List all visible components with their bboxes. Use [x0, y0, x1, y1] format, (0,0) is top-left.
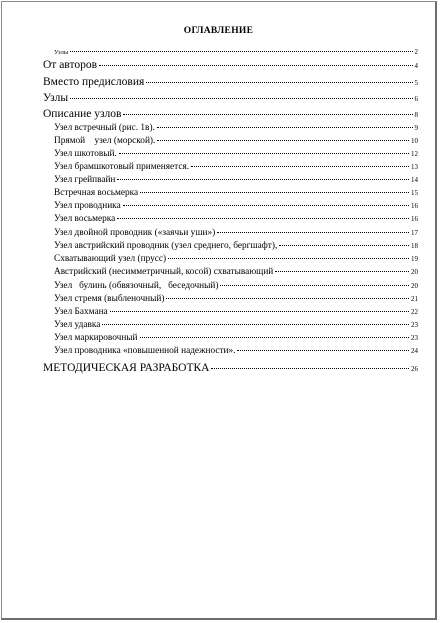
- toc-entry[interactable]: Узел проводника 16: [54, 201, 418, 211]
- toc-entry[interactable]: Узел булинь (обвязочный, беседочный) 20: [54, 281, 418, 291]
- dot-leader: [168, 258, 409, 259]
- toc-title: ОГЛАВЛЕНИЕ: [183, 26, 254, 36]
- toc-entry[interactable]: Узел Бахмана 22: [54, 307, 418, 317]
- document-page: [1, 1, 437, 620]
- dot-leader: [279, 245, 409, 246]
- dot-leader: [140, 192, 409, 193]
- toc-entry[interactable]: Описание узлов 8: [43, 108, 418, 120]
- dot-leader: [117, 218, 409, 219]
- dot-leader: [102, 324, 409, 325]
- dot-leader: [220, 285, 409, 286]
- dot-leader: [70, 98, 412, 99]
- toc-entry[interactable]: Австрийский (несимметричный, косой) схватывающий 20: [54, 267, 418, 277]
- toc-entry[interactable]: Прямой узел (морской). 10: [54, 136, 418, 146]
- dot-leader: [237, 350, 409, 351]
- toc-entry[interactable]: Узел стремя (выбленочный) 21: [54, 294, 418, 304]
- dot-leader: [191, 166, 409, 167]
- toc-entry[interactable]: МЕТОДИЧЕСКАЯ РАЗРАБОТКА 26: [43, 362, 418, 374]
- dot-leader: [119, 153, 409, 154]
- dot-leader: [99, 65, 412, 66]
- toc-entry[interactable]: Узел встречный (рис. 1в). 9: [54, 123, 418, 133]
- dot-leader: [110, 311, 409, 312]
- toc-entry[interactable]: Узел восьмерка 16: [54, 214, 418, 224]
- toc-entry[interactable]: Узел австрийский проводник (узел среднего, бергшафт), 18: [54, 241, 418, 251]
- dot-leader: [146, 82, 412, 83]
- dot-leader: [166, 298, 409, 299]
- toc-entry[interactable]: От авторов 4: [43, 59, 418, 71]
- toc-entry[interactable]: Вместо предисловия 5: [43, 76, 418, 88]
- toc-list: [2, 2, 435, 618]
- dot-leader: [157, 140, 409, 141]
- toc-entry[interactable]: Узел двойной проводник («заячьи уши») 17: [54, 228, 418, 238]
- toc-entry[interactable]: Узлы 6: [43, 92, 418, 104]
- dot-leader: [117, 179, 409, 180]
- toc-entry[interactable]: Узел удавка 23: [54, 320, 418, 330]
- dot-leader: [157, 127, 413, 128]
- dot-leader: [140, 337, 409, 338]
- toc-entry[interactable]: Узел проводника «повышенной надежности». 24: [54, 346, 418, 356]
- dot-leader: [211, 368, 409, 369]
- toc-entry[interactable]: Узел шкотовый. 12: [54, 149, 418, 159]
- toc-entry[interactable]: Узел брамшкотовый применяется. 13: [54, 162, 418, 172]
- dot-leader: [275, 271, 409, 272]
- dot-leader: [70, 51, 412, 52]
- toc-entry[interactable]: Узел грейпвайн 14: [54, 175, 418, 185]
- dot-leader: [123, 205, 409, 206]
- toc-entry[interactable]: Встречная восьмерка 15: [54, 188, 418, 198]
- toc-entry[interactable]: Узлы 2: [54, 48, 418, 56]
- toc-entry[interactable]: Схватывающий узел (прусс) 19: [54, 254, 418, 264]
- dot-leader: [123, 114, 412, 115]
- toc-entry[interactable]: Узел маркировочный 23: [54, 333, 418, 343]
- dot-leader: [217, 232, 409, 233]
